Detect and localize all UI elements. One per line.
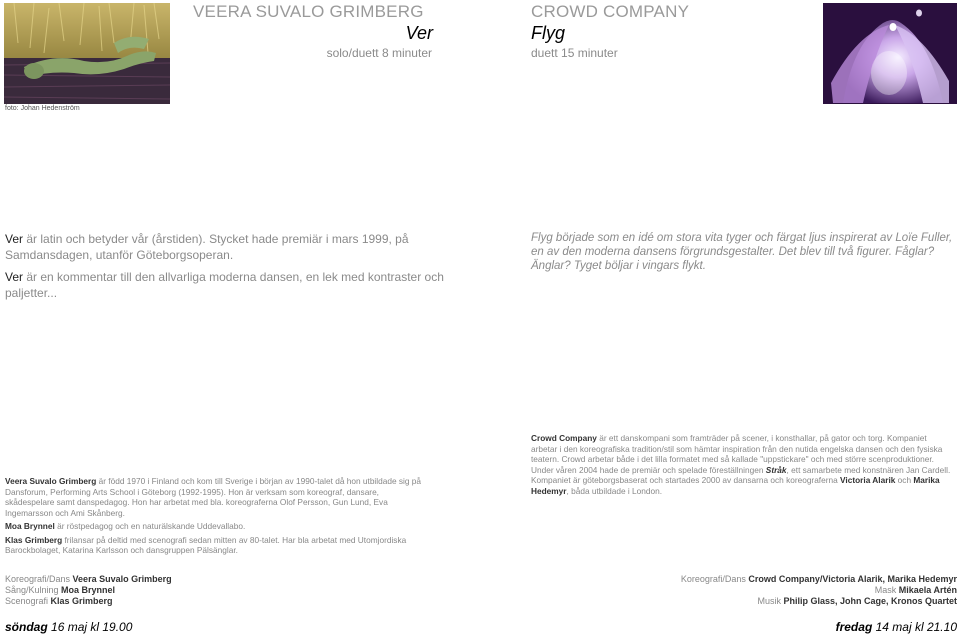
bio-moa-text: är röstpedagog och en naturälskande Uddevallabo. (54, 521, 246, 531)
right-credit-row (681, 596, 957, 607)
left-desc-1-text: är latin och betyder vår (årstiden). Stycket hade premiär i mars 1999, på Samdansdagen, utanför Göteborgsoperan. (5, 232, 409, 262)
bio-moa (5, 521, 430, 532)
right-performance-date (836, 620, 957, 634)
right-format: duett 15 minuter (531, 46, 618, 60)
bio-moa-name: Moa Brynnel (5, 521, 55, 531)
right-credits (681, 574, 957, 607)
bio-crowd-victoria: Victoria Alarik (840, 475, 896, 485)
credit-name: Moa Brynnel (61, 585, 116, 595)
credit-name: Crowd Company/Victoria Alarik, Marika Hedemyr (748, 574, 957, 584)
bio-klas-name: Klas Grimberg (5, 534, 63, 545)
bio-klas (5, 535, 430, 556)
bio-crowd (531, 433, 955, 496)
credit-role: Sång/Kulning (5, 585, 62, 595)
ver-photo-image (4, 3, 170, 104)
left-credit-row (5, 585, 172, 596)
credit-name: Klas Grimberg (50, 596, 113, 606)
left-desc-paragraph-2 (5, 269, 445, 301)
bio-veera (5, 476, 430, 518)
bio-crowd-name: Crowd Company (531, 433, 597, 443)
flyg-photo (823, 3, 957, 104)
right-description: Flyg började som en idé om stora vita tyger och färgat ljus inspirerat av Loïe Fuller, en av den moderna dansens förgrundsgestalter. Det blev till två figurer. Fåglar? Änglar? Tyget böljar i vingars flykt. (531, 232, 953, 272)
left-desc-2-lead: Ver (5, 270, 24, 284)
credit-role: Koreografi/Dans (680, 574, 749, 584)
left-credit-row (5, 596, 172, 607)
right-artist-title: CROWD COMPANY (531, 2, 690, 21)
bio-crowd-text-3: och (895, 475, 914, 485)
credit-role: Scenografi (5, 596, 51, 606)
right-credit-row (681, 574, 957, 585)
credit-role: Musik (757, 596, 784, 606)
credit-name: Philip Glass, John Cage, Kronos Quartet (783, 596, 957, 606)
left-description (5, 231, 445, 301)
bio-crowd-work: Stråk (765, 464, 787, 475)
ver-photo (4, 3, 170, 104)
left-format: solo/duett 8 minuter (326, 46, 432, 60)
bio-klas-text: frilansar på deltid med scenografi sedan mitten av 80-talet. Har bla arbetat med Utomjordiska Barockbolaget, Katarina Karlsson och dansgruppen Pälsänglar. (5, 534, 407, 555)
bio-veera-text: är född 1970 i Finland och kom till Sverige i början av 1990-talet då hon utbildade sig på Dansforum, Performing Arts School i Göteborg (1992-1995). Hon är verksam som koreograf, dansare, skådespelare samt danspedagog. Hon har arbetat med bla. koreograferna Olof Persson, Gun Lund, Eva Ingemarsson och Ami Skånberg. (5, 476, 422, 518)
right-date-day: fredag (835, 620, 876, 634)
left-date-time: 16 maj kl 19.00 (51, 620, 133, 634)
bio-crowd-text-2: , ett samarbete med konstnären Jan Cardell. Kompaniet är göteborgsbaserat och startades 2000 av dansarna och koreograferna (531, 464, 951, 485)
right-credit-row (681, 585, 957, 596)
left-credit-row (5, 574, 172, 585)
bio-crowd-text-4: , båda utbildade i London. (566, 485, 663, 496)
right-bio (531, 433, 955, 499)
left-desc-paragraph-1 (5, 231, 445, 263)
left-desc-2-text: är en kommentar till den allvarliga moderna dansen, en lek med kontraster och paljetter... (5, 270, 444, 300)
credit-name: Mikaela Artén (898, 585, 957, 595)
bio-veera-name: Veera Suvalo Grimberg (5, 476, 97, 486)
credit-role: Mask (874, 585, 899, 595)
right-date-time: 14 maj kl 21.10 (875, 620, 957, 634)
left-date-day: söndag (5, 620, 52, 634)
credit-role: Koreografi/Dans (5, 574, 73, 584)
bio-crowd-text-1: är ett danskompani som framträder på scener, i konsthallar, på gator och torg. Kompaniet arbetar i den koreografiska tradition/stil som hämtar inspiration från den nutida engelska dansen och den fysiska teatern. Crowd arbetar både i det lilla formatet med så kallade "uppstickare" och med större scenproduktioner. Under våren 2004 hade de premiär och spelade föreställningen (531, 433, 943, 475)
left-artist-title: VEERA SUVALO GRIMBERG (193, 2, 424, 21)
bio-crowd-marika: Marika Hedemyr (531, 475, 940, 496)
flyg-photo-image (823, 3, 957, 104)
left-desc-1-lead: Ver (5, 232, 24, 246)
photo-credit: foto: Johan Hedenström (5, 105, 80, 112)
credit-name: Veera Suvalo Grimberg (72, 574, 172, 584)
left-performance-date (5, 620, 132, 634)
right-work-title: Flyg (531, 23, 566, 43)
left-bio (5, 476, 430, 559)
left-work-title: Ver (405, 23, 433, 43)
left-credits (5, 574, 172, 607)
